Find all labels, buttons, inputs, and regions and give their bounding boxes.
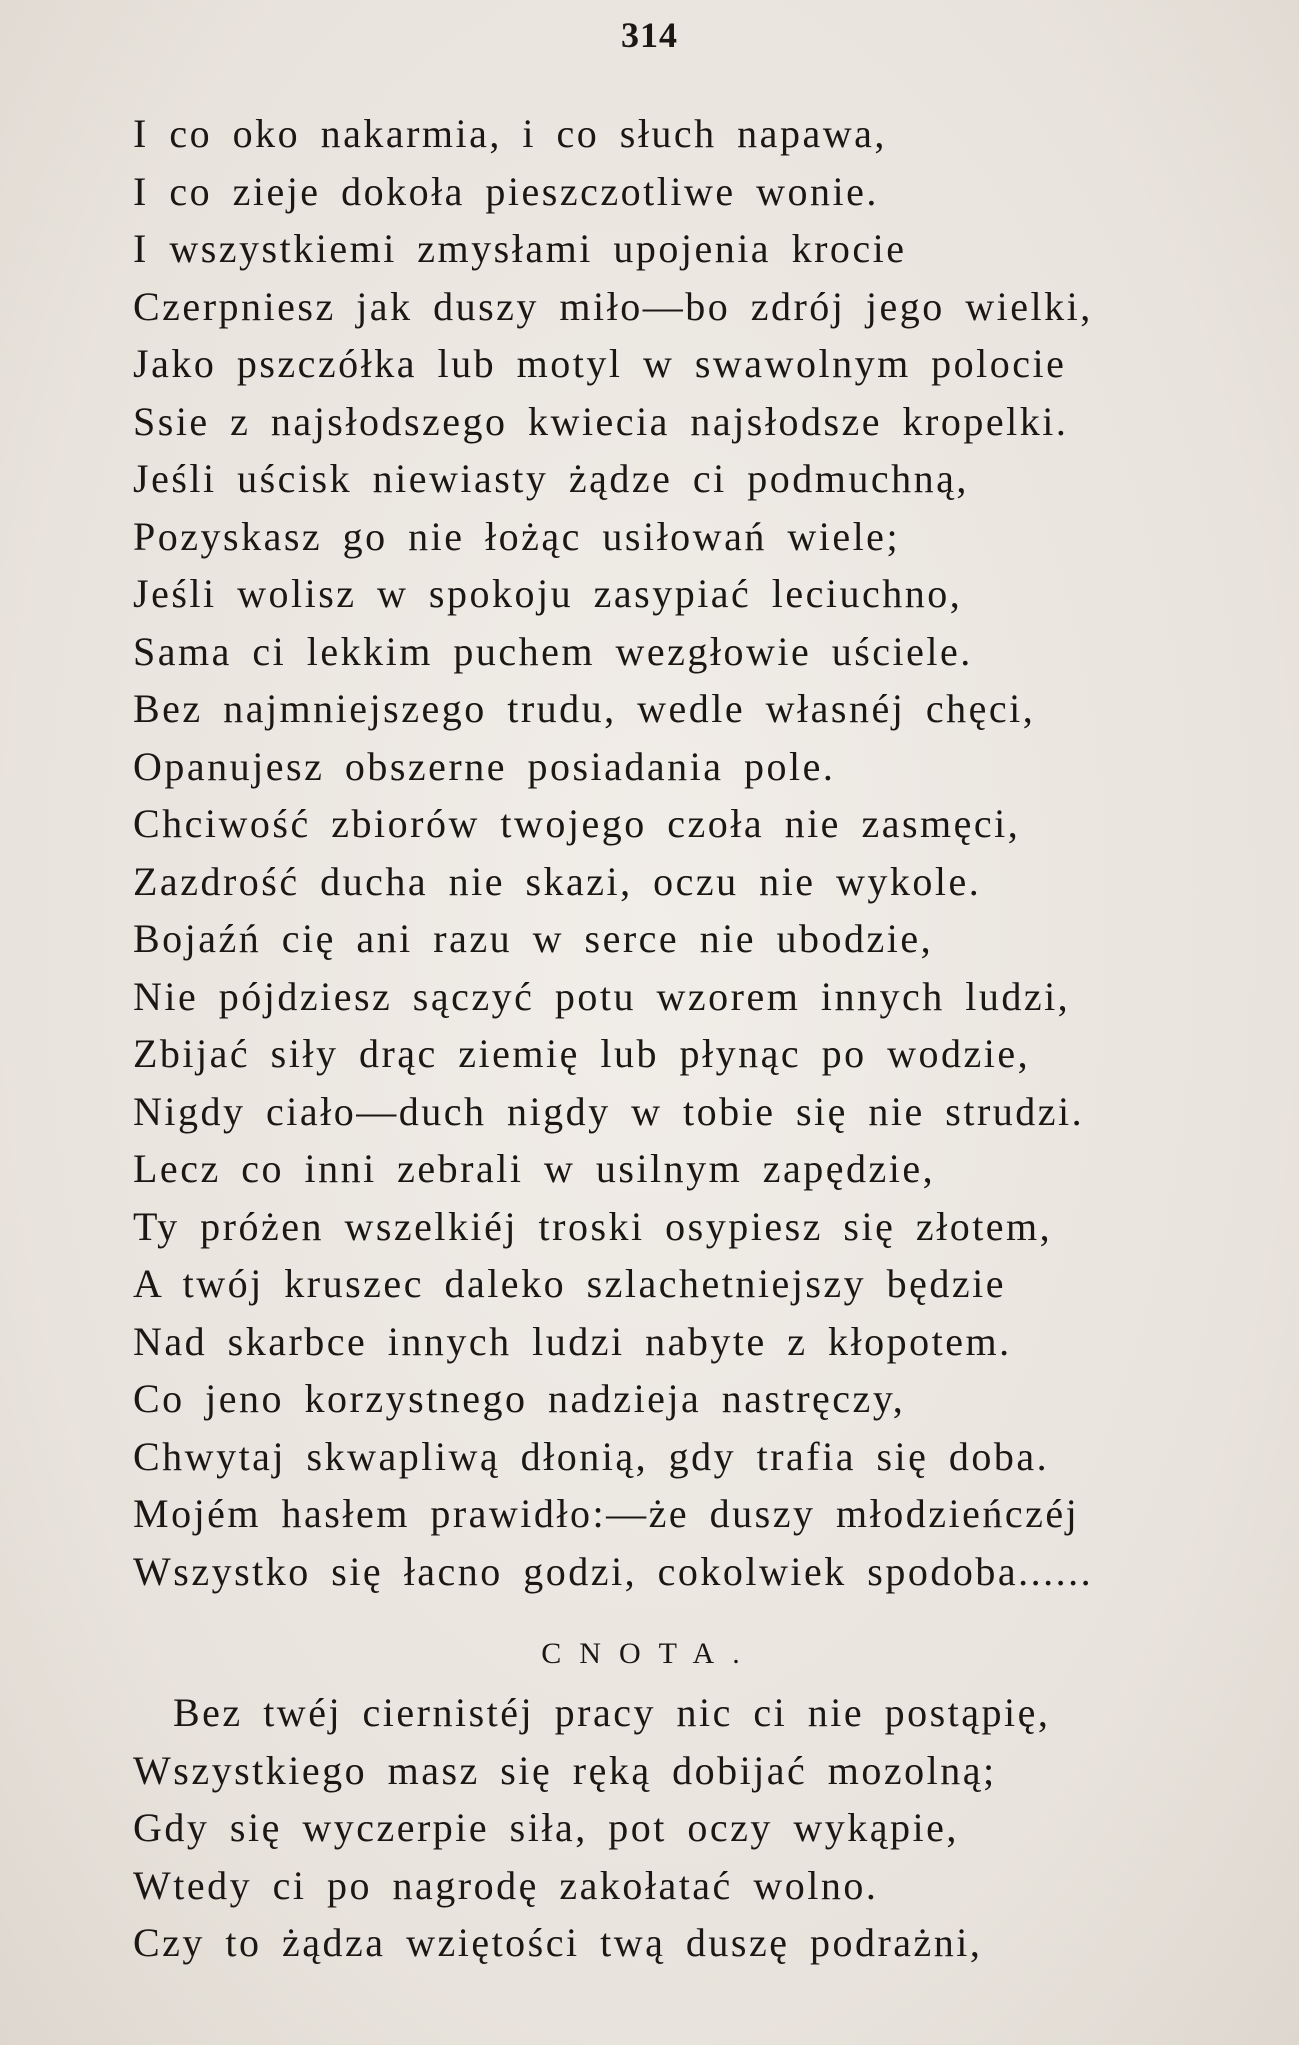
poem-line: Pozyskasz go nie łożąc usiłowań wiele; — [133, 513, 901, 559]
poem-line: Czerpniesz jak duszy miło—bo zdrój jego wielki, — [133, 283, 1093, 329]
poem-line: Jeśli wolisz w spokoju zasypiać leciuchno, — [133, 571, 963, 616]
poem-line: I co oko nakarmia, i co słuch napawa, — [133, 111, 887, 156]
poem-line: I co zieje dokoła pieszczotliwe wonie. — [133, 168, 879, 214]
poem-line: Jako pszczółka lub motyl w swawolnym polocie — [133, 341, 1067, 386]
poem-line: Chwytaj skwapliwą dłonią, gdy trafia się doba. — [133, 1433, 1050, 1479]
poem-line: Ty próżen wszelkiéj troski osypiesz się złotem, — [133, 1203, 1053, 1249]
poem-line: Opanujesz obszerne posiadania pole. — [133, 743, 836, 789]
section-line: Bez twéj ciernistéj pracy nic ci nie postąpię, — [173, 1690, 1051, 1735]
poem-line: Wszystko się łacno godzi, cokolwiek spodoba...... — [133, 1548, 1094, 1594]
section-line: Wtedy ci po nagrodę zakołatać wolno. — [133, 1862, 879, 1908]
poem-line: Bojaźń cię ani razu w serce nie ubodzie, — [133, 916, 934, 961]
poem-line: Co jeno korzystnego nadzieja nastręczy, — [133, 1376, 906, 1421]
poem-line: Nad skarbce innych ludzi nabyte z kłopotem. — [133, 1318, 1012, 1364]
poem-line: Zbijać siły drąc ziemię lub płynąc po wodzie, — [133, 1031, 1031, 1076]
poem-stanza — [133, 105, 1253, 1600]
section-line: Wszystkiego masz się ręką dobijać mozolną; — [133, 1747, 997, 1793]
poem-line: Lecz co inni zebrali w usilnym zapędzie, — [133, 1146, 936, 1191]
poem-line: Chciwość zbiorów twojego czoła nie zasmęci, — [133, 801, 1021, 846]
poem-line: Ssie z najsłodszego kwiecia najsłodsze kropelki. — [133, 398, 1069, 444]
section-heading: CNOTA. — [541, 1637, 758, 1670]
poem-line: Sama ci lekkim puchem wezgłowie uściele. — [133, 628, 973, 674]
page-number: 314 — [621, 15, 678, 55]
section-stanza — [133, 1684, 1253, 1972]
poem-line: I wszystkiemi zmysłami upojenia krocie — [133, 226, 907, 271]
poem-line: A twój kruszec daleko szlachetniejszy będzie — [133, 1261, 1007, 1306]
section-line: Gdy się wyczerpie siła, pot oczy wykąpie, — [133, 1805, 959, 1850]
section-line: Czy to żądza wziętości twą duszę podrażni, — [133, 1920, 983, 1965]
poem-line: Nigdy ciało—duch nigdy w tobie się nie strudzi. — [133, 1088, 1085, 1134]
poem-line: Zazdrość ducha nie skazi, oczu nie wykole. — [133, 858, 982, 904]
poem-line: Mojém hasłem prawidło:—że duszy młodzieńczéj — [133, 1491, 1080, 1536]
poem-line: Jeśli uścisk niewiasty żądze ci podmuchną, — [133, 456, 969, 501]
poem-line: Bez najmniejszego trudu, wedle własnéj chęci, — [133, 686, 1036, 731]
poem-line: Nie pójdziesz sączyć potu wzorem innych ludzi, — [133, 973, 1071, 1019]
